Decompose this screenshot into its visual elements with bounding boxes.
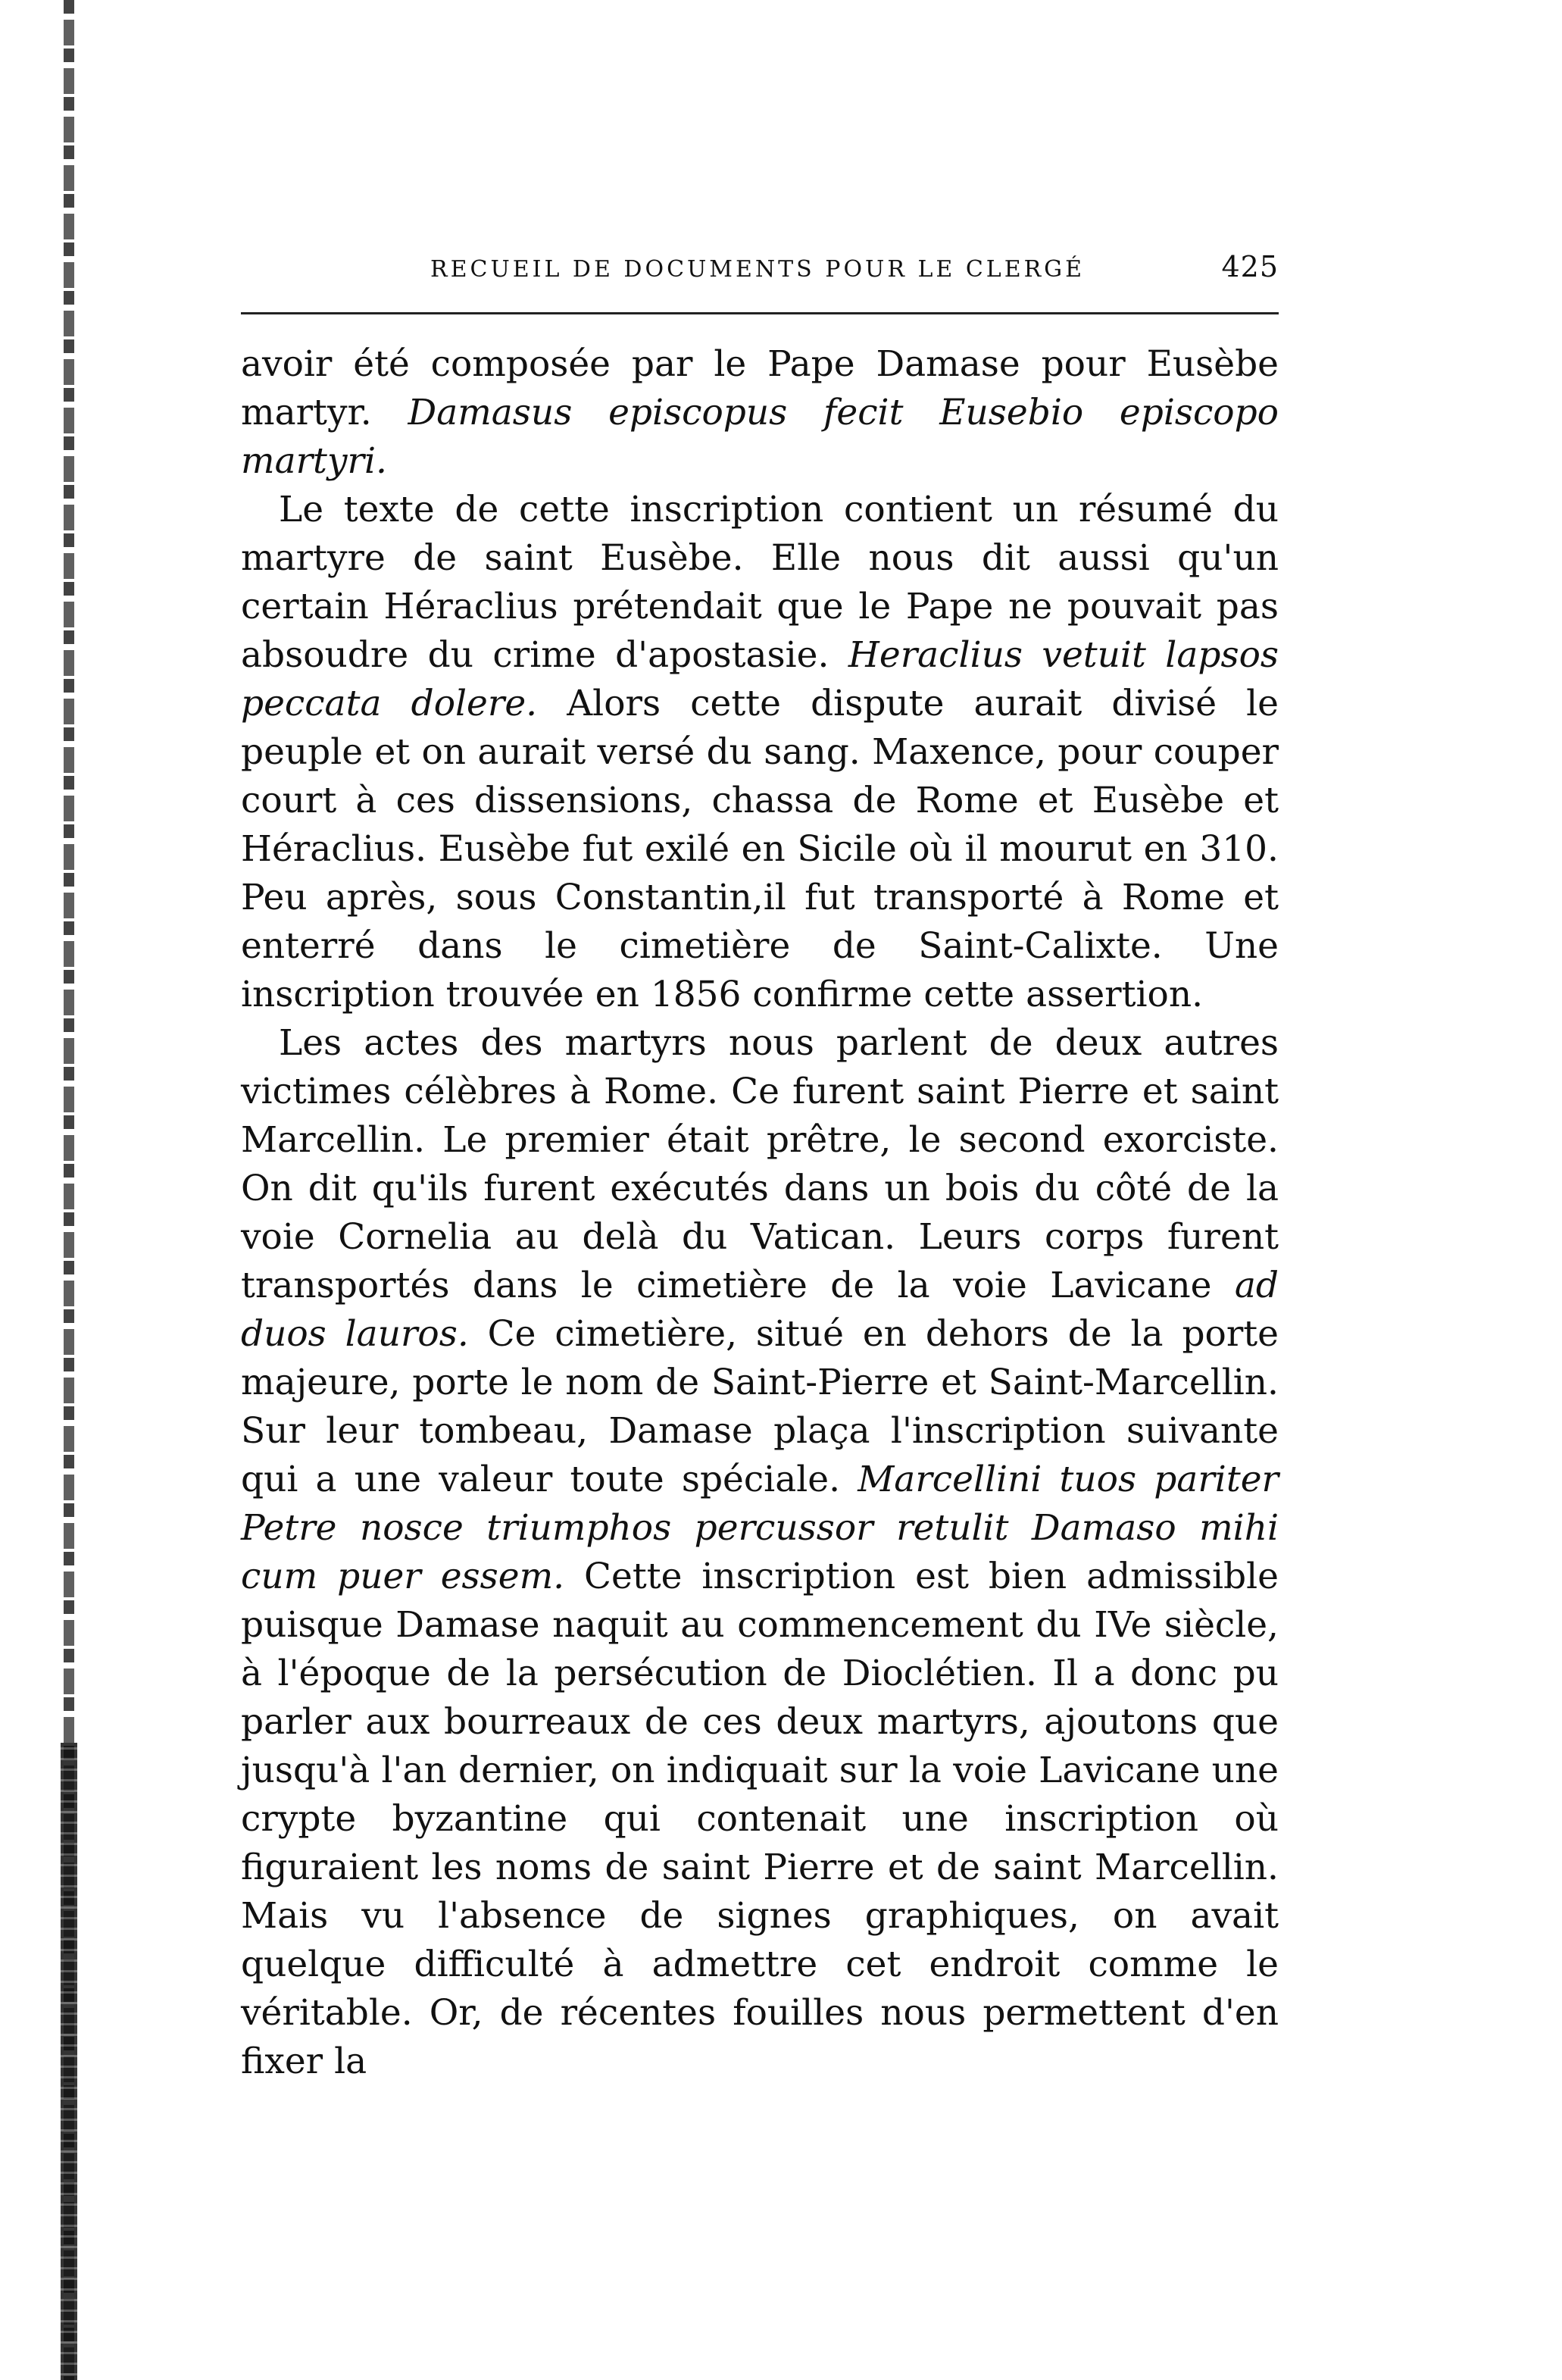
paragraph-2-text-2: Alors cette dispute aurait divisé le peuple et on aurait versé du sang. Maxence, pour couper court à ces dissensions, chassa de Rome et Eusèbe et Héraclius. Eusèbe fut exilé en Sicile où il mourut en 310. Peu après, sous Constantin,il fut transporté à Rome et enterré dans le cimetière de Saint-Calixte. Une inscription trouvée en 1856 confirme cette assertion. — [241, 683, 1279, 1015]
binding-edge-lower — [61, 1743, 77, 2380]
paragraph-2-latin-1: Heraclius vetuit lapsos peccata dolere. — [241, 634, 1279, 724]
paragraph-3-text-2: Ce cimetière, situé en dehors de la porte majeure, porte le nom de Saint-Pierre et Saint-Marcellin. Sur leur tombeau, Damase plaça l'inscription suivante qui a une valeur toute spéciale. — [241, 1313, 1279, 1500]
paragraph-1-text-1: avoir été composée par le Pape Damase pour Eusèbe martyr. — [241, 343, 1279, 433]
paragraph-3-text-3: Cette inscription est bien admissible puisque Damase naquit au commencement du IVe siècle, à l'époque de la persécution de Dioclétien. Il a donc pu parler aux bourreaux de ces deux martyrs, ajoutons que jusqu'à l'an dernier, on indiquait sur la voie Lavicane une crypte byzantine qui contenait une inscription où figuraient les noms de saint Pierre et de saint Marcellin. Mais vu l'absence de signes graphiques, on avait quelque difficulté à admettre cet endroit comme le véritable. Or, de récentes fouilles nous permettent d'en fixer la — [241, 1556, 1279, 2082]
paragraph-1-latin-1: Damasus episcopus fecit Eusebio episcopo martyri. — [241, 392, 1279, 482]
running-head — [430, 250, 1279, 292]
paragraph-1 — [241, 340, 1279, 486]
paragraph-3-latin-1: ad duos lauros. — [241, 1265, 1279, 1355]
book-page — [241, 250, 1279, 2086]
paragraph-3 — [241, 1019, 1279, 2086]
paragraph-3-text-1: Les actes des martyrs nous parlent de deux autres victimes célèbres à Rome. Ce furent saint Pierre et saint Marcellin. Le premier était prêtre, le second exorciste. On dit qu'ils furent exécutés dans un bois du côté de la voie Cornelia au delà du Vatican. Leurs corps furent transportés dans le cimetière de la voie Lavicane — [241, 1022, 1279, 1306]
paragraph-2 — [241, 486, 1279, 1019]
paragraph-2-text-1: Le texte de cette inscription contient un résumé du martyre de saint Eusèbe. Elle nous dit aussi qu'un certain Héraclius prétendait que le Pape ne pouvait pas absoudre du crime d'apostasie. — [241, 489, 1279, 676]
header-rule — [241, 312, 1279, 314]
page-number: 425 — [1221, 250, 1279, 283]
body-text — [241, 340, 1279, 2086]
paragraph-3-latin-2: Marcellini tuos pariter Petre nosce triumphos percussor retulit Damaso mihi cum puer essem. — [241, 1459, 1279, 1597]
running-title: RECUEIL DE DOCUMENTS POUR LE CLERGÉ — [430, 256, 1086, 283]
